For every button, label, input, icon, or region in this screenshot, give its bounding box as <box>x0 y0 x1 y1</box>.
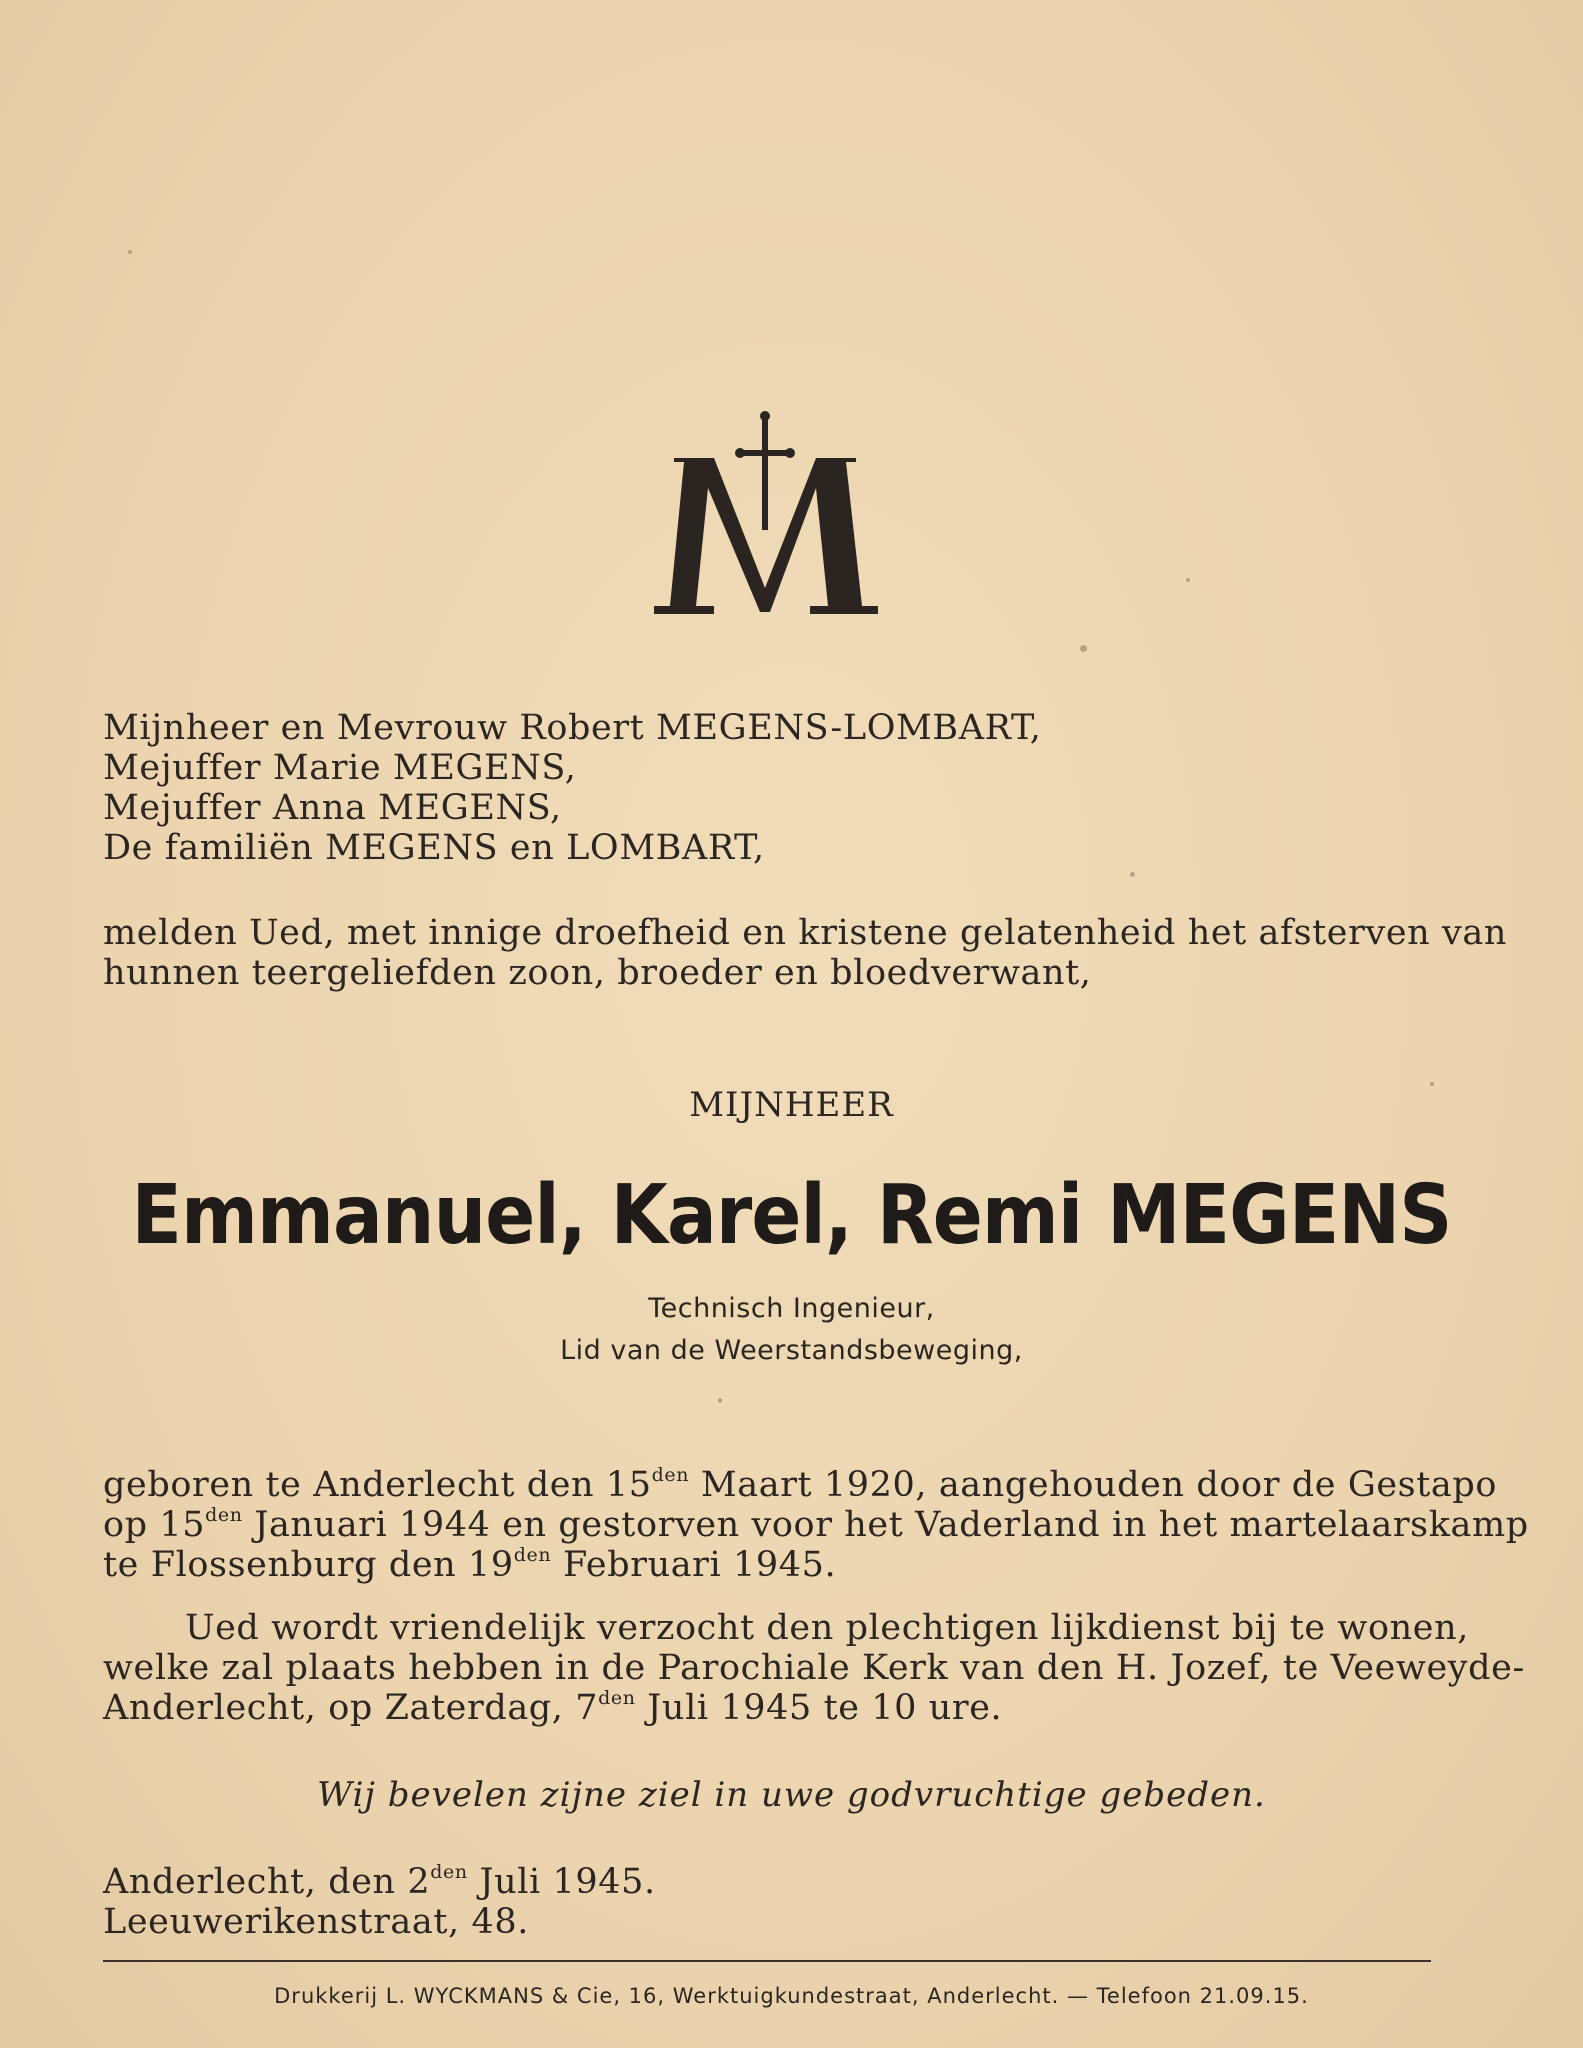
biography-line <box>103 1545 1403 1585</box>
text: te Flossenburg den 19 <box>103 1545 514 1585</box>
monogram-m-cross-icon <box>650 410 880 620</box>
paper-speck <box>1130 872 1135 877</box>
service-invitation <box>103 1608 1525 1728</box>
sender-address: Leeuwerikenstraat, 48. <box>103 1902 529 1942</box>
ordinal-suffix: den <box>430 1861 468 1884</box>
biography <box>103 1464 1529 1585</box>
printer-imprint: Drukkerij L. WYCKMANS & Cie, 16, Werktuigkundestraat, Anderlecht. — Telefoon 21.09.15. <box>274 1984 1309 2008</box>
service-line: welke zal plaats hebben in de Parochiale Kerk van den H. Jozef, te Veeweyde- <box>103 1648 1525 1688</box>
announcement <box>103 913 1507 993</box>
closing-prayer: Wij bevelen zijne ziel in uwe godvruchtige gebeden. <box>317 1775 1266 1815</box>
family-line: Mejuffer Marie MEGENS, <box>103 748 577 788</box>
biography-line <box>103 1504 1529 1545</box>
biography-line <box>103 1464 1498 1505</box>
text: Maart 1920, aangehouden door de Gestapo <box>689 1465 1498 1505</box>
ordinal-suffix: den <box>598 1687 636 1710</box>
text: op 15 <box>103 1505 206 1545</box>
text: Juli 1945 te 10 ure. <box>635 1688 1003 1728</box>
paper-speck <box>1080 645 1087 652</box>
ordinal-suffix: den <box>513 1544 552 1567</box>
family-line: De familiën MEGENS en LOMBART, <box>103 828 765 868</box>
sender <box>103 1862 1403 1942</box>
footer-divider <box>103 1960 1431 1962</box>
honorific-title: MIJNHEER <box>689 1085 894 1125</box>
place-date <box>103 1862 1403 1902</box>
ordinal-suffix: den <box>651 1464 690 1487</box>
text: Februari 1945. <box>551 1545 837 1585</box>
text: Juli 1945. <box>467 1862 656 1902</box>
text: geboren te Anderlecht den 15 <box>103 1465 652 1505</box>
service-line <box>103 1688 1403 1728</box>
ordinal-suffix: den <box>205 1504 243 1527</box>
announcement-line: melden Ued, met innige droefheid en kristene gelatenheid het afsterven van <box>103 913 1507 953</box>
family-line: Mijnheer en Mevrouw Robert MEGENS-LOMBART, <box>103 708 1042 748</box>
text: Januari 1944 en gestorven voor het Vaderland in het martelaarskamp <box>242 1505 1529 1545</box>
membership: Lid van de Weerstandsbeweging, <box>560 1335 1023 1366</box>
service-line: Ued wordt vriendelijk verzocht den plechtigen lijkdienst bij te wonen, <box>185 1608 1469 1648</box>
announcement-line: hunnen teergeliefden zoon, broeder en bloedverwant, <box>103 953 1092 993</box>
text: Anderlecht, den 2 <box>103 1862 431 1902</box>
cross-icon <box>735 411 795 530</box>
text: Anderlecht, op Zaterdag, 7 <box>103 1688 599 1728</box>
family-line: Mejuffer Anna MEGENS, <box>103 788 562 828</box>
family-list <box>103 708 1403 868</box>
occupation: Technisch Ingenieur, <box>648 1293 935 1324</box>
paper-speck <box>128 250 132 254</box>
paper-speck <box>718 1398 722 1403</box>
paper-speck <box>1186 578 1190 582</box>
deceased-name: Emmanuel, Karel, Remi MEGENS <box>131 1168 1452 1263</box>
